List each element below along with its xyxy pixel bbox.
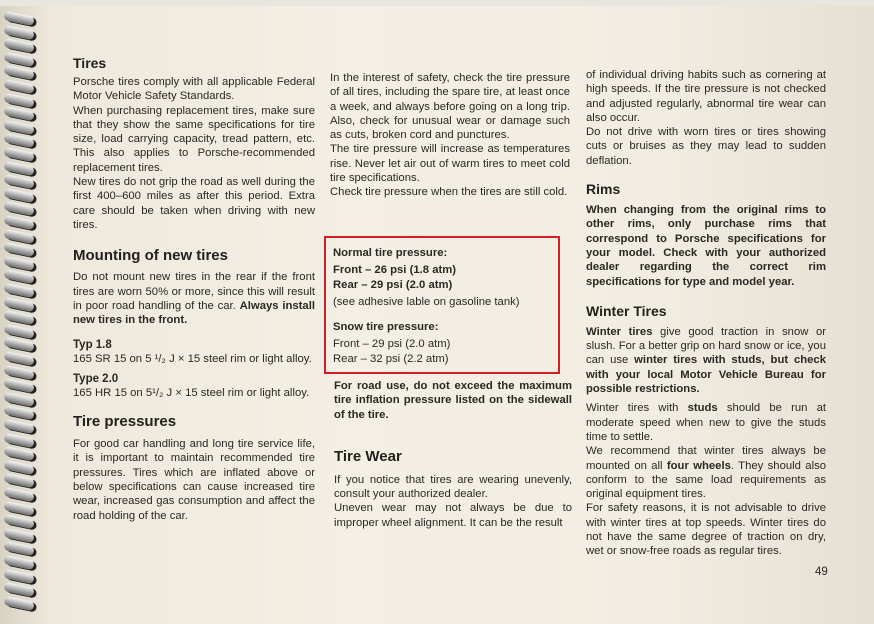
binding-ring (3, 11, 34, 26)
middle-lower-column (334, 0, 572, 530)
studs-term: studs (687, 402, 718, 415)
four-wheels-term: four wheels (666, 459, 731, 472)
type20-heading: Type 2.0 (73, 372, 119, 385)
safety-paragraph-2: The tire pressure will increase as temperatures rise. Never let air out of warm tires to meet cold tire specifications. (330, 143, 570, 185)
snow-rear-pressure: Rear – 32 psi (2.2 atm) (333, 352, 449, 365)
normal-pressure-heading: Normal tire pressure: (333, 247, 448, 259)
binding-ring (3, 174, 34, 189)
rims-paragraph: When changing from the original rims to other rims, only purchase rims that correspond to Porsche specifications for your model. Check with your authorized dealer regarding the correct rim specifications for type and model year. (586, 204, 826, 288)
worn-tires-paragraph: Do not drive with worn tires or tires showing cuts or bruises as they may lead to sudden deflation. (586, 126, 826, 167)
binding-ring (3, 569, 34, 584)
winter-paragraph-3 (586, 444, 826, 501)
winter-p2-text-a: Winter tires with (586, 402, 688, 415)
binding-ring (3, 582, 34, 597)
adhesive-label-note: (see adhesive lable on gasoline tank) (333, 295, 520, 308)
binding-ring (3, 433, 34, 448)
tire-wear-paragraph-2: Uneven wear may not always be due to improper wheel alignment. It can be the result (334, 502, 572, 529)
winter-paragraph-4: For safety reasons, it is not advisable to drive with winter tires at top speeds. Winter tires do not have the same degree of traction on dry, wet or snow-free roads as regular tires. (586, 502, 826, 558)
safety-paragraph-3: Check tire pressure when the tires are still cold. (330, 186, 568, 199)
spiral-binding (0, 14, 42, 614)
winter-tires-heading: Winter Tires (586, 302, 667, 319)
tires-heading: Tires (73, 55, 107, 71)
binding-ring (3, 365, 34, 380)
binding-ring (3, 487, 34, 502)
winter-studs-warning: winter tires with studs, but check with your local Motor Vehicle Bureau for possible restrictions. (586, 354, 826, 396)
mounting-heading: Mounting of new tires (73, 247, 228, 265)
binding-ring (3, 65, 34, 80)
tire-pressures-paragraph: For good car handling and long tire service life, it is important to maintain recommended tire pressures. Tires which are inflated above or below specifications can cause increased tire wear, increased gas consumption and affect the road holding of the car. (73, 438, 315, 522)
winter-paragraph-2 (586, 401, 826, 444)
binding-ring (3, 419, 34, 434)
binding-ring (3, 269, 34, 284)
normal-rear-pressure: Rear – 29 psi (2.0 atm) (333, 278, 453, 291)
winter-paragraph-1 (586, 325, 826, 396)
right-column (586, 0, 826, 559)
binding-ring (3, 215, 34, 230)
binding-ring (3, 337, 34, 352)
typ18-spec: 165 SR 15 on 5 ¹/₂ J × 15 steel rim or light alloy. (73, 353, 312, 366)
winter-p2-text-c: should be run at moderate speed when new to give the studs time to settle. (586, 402, 826, 443)
binding-ring (3, 283, 34, 298)
binding-ring (3, 405, 34, 420)
binding-ring (3, 528, 34, 543)
binding-ring (3, 473, 34, 488)
binding-ring (3, 514, 34, 529)
tire-wear-heading: Tire Wear (334, 447, 402, 465)
type20-spec: 165 HR 15 on 5¹/₂ J × 15 steel rim or light alloy. (73, 386, 310, 399)
binding-ring (3, 201, 34, 216)
binding-ring (3, 351, 34, 366)
binding-ring (3, 242, 34, 257)
snow-front-pressure: Front – 29 psi (2.0 atm) (333, 338, 451, 351)
binding-ring (3, 392, 34, 407)
binding-ring (3, 555, 34, 570)
winter-p3-text-a: We recommend that winter tires always be mounted on all (586, 445, 826, 472)
binding-ring (3, 79, 34, 94)
binding-ring (3, 229, 34, 244)
normal-front-pressure: Front – 26 psi (1.8 atm) (333, 264, 457, 277)
binding-ring (3, 25, 34, 40)
tire-wear-paragraph-1: If you notice that tires are wearing unevenly, consult your authorized dealer. (334, 473, 572, 501)
binding-ring (3, 310, 34, 325)
snow-pressure-heading: Snow tire pressure: (333, 321, 439, 334)
binding-ring (3, 93, 34, 108)
winter-p1-text: give good traction in snow or slush. For a better grip on hard snow or ice, you can use (586, 325, 826, 367)
typ18-heading: Typ 1.8 (73, 339, 112, 352)
binding-ring (3, 38, 34, 53)
mounting-bold-text: Always install new tires in the front. (73, 299, 315, 327)
page-number: 49 (815, 566, 828, 578)
cornering-paragraph: of individual driving habits such as cornering at high speeds. If the tire pressure is not checked and adjusted regularly, abnormal tire wear can also occur. (586, 69, 826, 124)
binding-ring (3, 106, 34, 121)
binding-ring (3, 446, 34, 461)
safety-paragraph-1: In the interest of safety, check the tire pressure of all tires, including the spare tire, at least once a week, and always before going on a long trip. Also, check for unusual wear or damage such as cuts, broken cord and punctures. (330, 72, 570, 142)
rims-heading: Rims (586, 181, 621, 198)
winter-tires-term: Winter tires (586, 325, 653, 338)
tires-paragraph-1: Porsche tires comply with all applicable Federal Motor Vehicle Safety Standards. (73, 76, 315, 103)
binding-ring (3, 501, 34, 516)
binding-ring (3, 297, 34, 312)
tire-pressures-heading: Tire pressures (73, 413, 177, 431)
winter-p3-text-c: . They should also conform to the same load requirements as original equipment tires. (586, 459, 827, 501)
tires-paragraph-3: New tires do not grip the road as well during the first 400–600 miles as after this period. Extra care should be taken when driving with new tires. (73, 176, 315, 231)
mounting-text: Do not mount new tires in the rear if the front tires are worn 50% or more, since this will result in poor road handling of the car. (73, 271, 315, 312)
left-column (73, 0, 315, 523)
binding-ring (3, 378, 34, 393)
binding-ring (3, 161, 34, 176)
binding-ring (3, 120, 34, 135)
binding-ring (3, 188, 34, 203)
binding-ring (3, 596, 34, 611)
binding-ring (3, 256, 34, 271)
binding-ring (3, 147, 34, 162)
binding-ring (3, 460, 34, 475)
mounting-paragraph (73, 270, 315, 327)
road-use-warning: For road use, do not exceed the maximum tire inflation pressure listed on the sidewall of the tire. (334, 380, 572, 421)
binding-ring (3, 324, 34, 339)
binding-ring (3, 52, 34, 67)
binding-ring (3, 541, 34, 556)
tires-paragraph-2: When purchasing replacement tires, make sure that they show the same specifications for tire size, load carrying capacity, tread pattern, etc. This also applies to Porsche-recommended replacement tires. (73, 104, 315, 174)
binding-ring (3, 133, 34, 148)
